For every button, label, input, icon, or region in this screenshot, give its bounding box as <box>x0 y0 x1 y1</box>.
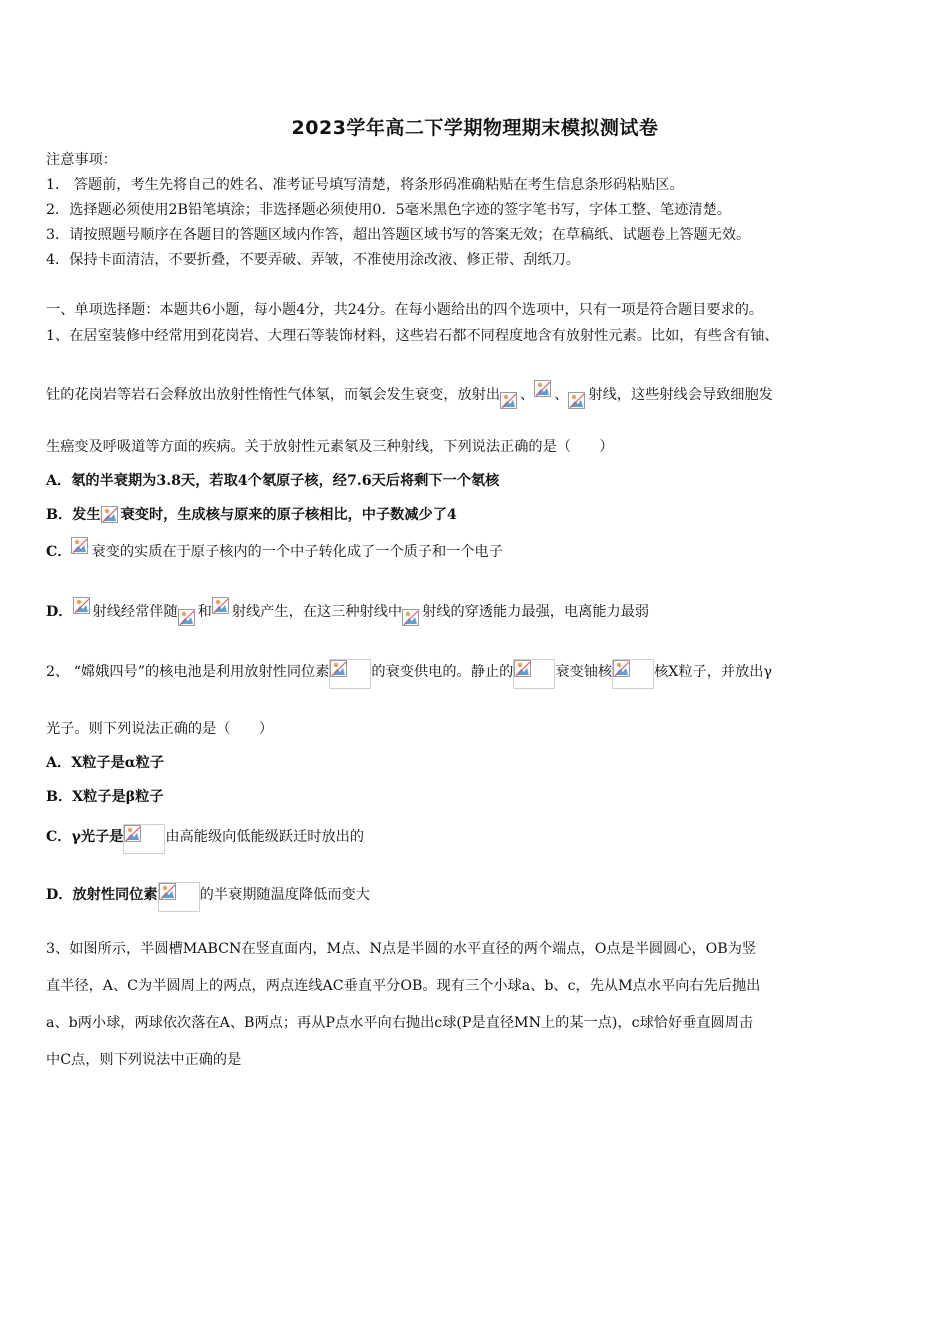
q2-option-text: 的半衰期随温度降低而变大 <box>199 887 370 903</box>
q2-text: 的衰变供电的。静止的 <box>371 664 514 680</box>
q2-stem-line <box>46 655 910 689</box>
q1-option-text: B．发生 <box>46 507 101 523</box>
formula-image-icon <box>71 537 91 569</box>
q1-option-text: 射线经常伴随 <box>92 604 178 620</box>
page-title: 2023学年高二下学期物理期末模拟测试卷 <box>291 117 659 139</box>
q3-stem-line: a、b两小球，两球依次落在A、B两点；再从P点水平向右抛出c球(P是直径MN上的某一点)，c球恰好垂直圆周击 <box>46 1015 754 1031</box>
q1-option-d <box>46 595 910 629</box>
q1-option-text: 衰变时，生成核与原来的原子核相比，中子数减少了4 <box>120 507 457 523</box>
q1-text: 射线，这些射线会导致细胞发 <box>588 387 773 403</box>
formula-image-icon <box>73 597 93 629</box>
notice-item: 4．保持卡面清洁，不要折叠，不要弄破、弄皱，不准使用涂改液、修正带、刮纸刀。 <box>46 252 580 268</box>
notice-item: 1． 答题前，考生先将自己的姓名、准考证号填写清楚，将条形码准确粘贴在考生信息条形码粘贴区。 <box>46 177 684 193</box>
q2-option-c <box>46 820 910 854</box>
formula-image-icon <box>158 882 200 912</box>
section-heading: 一、单项选择题：本题共6小题，每小题4分，共24分。在每小题给出的四个选项中，只有一项是符合题目要求的。 <box>46 302 764 318</box>
formula-image-icon <box>568 392 588 412</box>
q2-text: 衰变铀核 <box>555 664 613 680</box>
q1-option-text: 衰变的实质在于原子核内的一个中子转化成了一个质子和一个电子 <box>91 544 503 560</box>
q1-option-text: C． <box>46 544 72 560</box>
q3-stem-line: 中C点，则下列说法中正确的是 <box>46 1052 242 1068</box>
q2-option-text: 由高能级向低能级跃迁时放出的 <box>165 829 365 845</box>
notice-item: 3．请按照题号顺序在各题目的答题区域内作答，超出答题区域书写的答案无效；在草稿纸、试题卷上答题无效。 <box>46 227 751 243</box>
q1-text: 、 <box>554 387 569 403</box>
q3-stem-line: 3、如图所示，半圆槽MABCN在竖直面内，M点、N点是半圆的水平直径的两个端点，O点是半圆圆心，OB为竖 <box>46 941 757 957</box>
q1-option-c <box>46 535 910 569</box>
q2-text: 核X粒子，并放出γ <box>654 664 772 680</box>
q1-option-a: A．氡的半衰期为3.8天，若取4个氡原子核，经7.6天后将剩下一个氡核 <box>46 473 500 489</box>
q1-option-text: 射线的穿透能力最强，电离能力最弱 <box>422 604 650 620</box>
formula-image-icon <box>101 506 121 526</box>
formula-image-icon <box>612 659 654 689</box>
formula-image-icon <box>178 609 198 629</box>
q2-option-b: B．X粒子是β粒子 <box>46 789 164 805</box>
q3-stem-line: 直半径，A、C为半圆周上的两点，两点连线AC垂直平分OB。现有三个小球a、b、c，先从M点水平向右先后抛出 <box>46 978 761 994</box>
formula-image-icon <box>513 659 555 689</box>
q2-text: 2、 “嫦娥四号”的核电池是利用放射性同位素 <box>46 664 330 680</box>
formula-image-icon <box>500 392 520 412</box>
notice-heading: 注意事项： <box>46 152 117 168</box>
formula-image-icon <box>212 597 232 629</box>
q2-option-a: A．X粒子是α粒子 <box>46 755 165 771</box>
formula-image-icon <box>123 824 165 854</box>
q1-text: 钍的花岗岩等岩石会释放出放射性惰性气体氡，而氡会发生衰变，放射出 <box>46 387 501 403</box>
q2-option-text: D．放射性同位素 <box>46 887 158 903</box>
q1-stem-line: 生癌变及呼吸道等方面的疾病。关于放射性元素氡及三种射线，下列说法正确的是（ ） <box>46 439 614 455</box>
q1-stem-line: 1、在居室装修中经常用到花岗岩、大理石等装饰材料，这些岩石都不同程度地含有放射性元素。比如，有些含有铀、 <box>46 328 779 344</box>
q1-option-text: D． <box>46 604 73 620</box>
formula-image-icon <box>329 659 371 689</box>
q2-stem-line: 光子。则下列说法正确的是（ ） <box>46 721 274 737</box>
q1-stem-line <box>46 378 910 412</box>
formula-image-icon <box>534 380 554 412</box>
q1-option-b <box>46 504 910 526</box>
q2-option-d <box>46 878 910 912</box>
q1-option-text: 射线产生，在这三种射线中 <box>231 604 403 620</box>
notice-item: 2．选择题必须使用2B铅笔填涂；非选择题必须使用0．5毫米黑色字迹的签字笔书写，字体工整、笔迹清楚。 <box>46 202 731 218</box>
q1-text: 、 <box>520 387 535 403</box>
q2-option-text: C．γ光子是 <box>46 829 124 845</box>
formula-image-icon <box>402 609 422 629</box>
q1-option-text: 和 <box>197 604 212 620</box>
